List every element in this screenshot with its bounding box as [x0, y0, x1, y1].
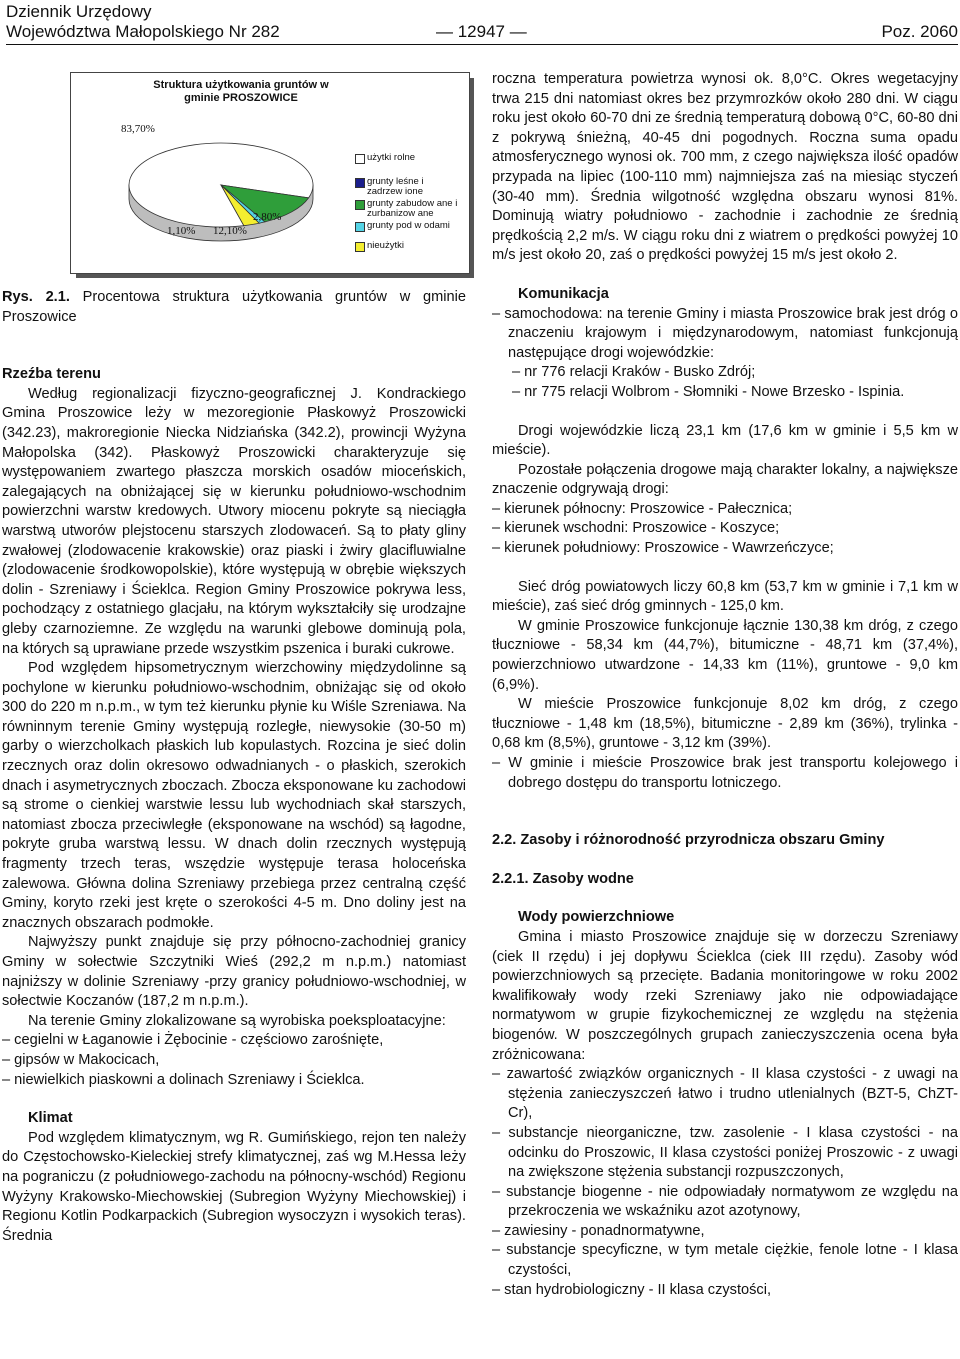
list-item: – kierunek północny: Proszowice - Pałecznica;: [492, 500, 793, 517]
paragraph: Według regionalizacji fizyczno-geograficznej J. Kondrackiego Gmina Proszowice leży w mezoregionie Płaskowyż Proszowicki (342.23), makroregionie Niecka Nidziańska (342.2), prowincji Wyżyna Małopolska (342). Płaskowyż Proszowicki charakteryzuje się występowaniem zwartego płaszcza morskich osadów mioceńskich, zalegających na obniżającej się w kierunku południowo-wschodnim powierzchni warstw kredowych. Utwory miocenu pokryte są nieciągła warstwą utworów plejstocenu starszych zlodowaceń. Są to płaty gliny zwałowej (zlodowacenie krakowskie) oraz piaski i żwiry glacifluwialne (zlodowacenie środkowopolskie), które występują w obrębie większych dolin - Szreniawy i Ścieklca. Region Gminy Proszowice pokrywa less, pochodzący z ostatniego glacjału, na którym wykształciły się urodzajne gleby czarnoziemne. Ze względu na warunki glebowe dominują pola, na których są uprawiane przede wszystkim pszenica i buraki cukrowe.: [2, 385, 466, 657]
paragraph: W mieście Proszowice funkcjonuje 8,02 km dróg, z czego tłuczniowe - 1,48 km (18,5%), bitumiczne - 2,89 km (36%), trylinka - 0,68 km (8,5%), gruntowe - 3,12 km (39%).: [492, 696, 958, 752]
list-item: – substancje specyficzne, w tym metale ciężkie, fenole lotne - I klasa czystości,: [492, 1242, 958, 1279]
caption-text: Procentowa struktura użytkowania gruntów w gminie Proszowice: [2, 289, 466, 325]
position-number: Poz. 2060: [881, 22, 958, 41]
paragraph: W gminie Proszowice funkcjonuje łącznie 130,38 km dróg, z czego tłuczniowe - 58,34 km (44,7%), bitumiczne - 48,71 km (37,4%), powierzchniowo utwardzone - 14,33 km (11%), gruntowe - 9,0 km (6,9%).: [492, 617, 958, 693]
paragraph: Drogi wojewódzkie liczą 23,1 km (17,6 km w gminie i 5,5 km w mieście).: [492, 422, 958, 459]
legend-swatch: [355, 200, 365, 210]
figure-caption: [2, 288, 466, 327]
list-item: – samochodowa: na terenie Gminy i miasta Proszowice brak jest dróg o znaczeniu krajowym i międzynarodowym, natomiast funkcjonują następujące drogi wojewódzkie:: [492, 305, 958, 361]
pie-chart-figure: [70, 72, 470, 274]
paragraph: Pozostałe połączenia drogowe mają charakter lokalny, a największe znaczenie odgrywają drogi:: [492, 461, 958, 498]
list-item: – zawartość związków organicznych - II klasa czystości - z uwagi na stężenia zanieczyszczeń łatwo i trudno utlenialnych (BZT-5, ChZT-Cr),: [492, 1066, 958, 1122]
list-item: – gipsów w Makocicach,: [2, 1051, 160, 1068]
chart-title: Struktura użytkowania gruntów w gminie PROSZOWICE: [153, 79, 329, 104]
legend-swatch: [355, 178, 365, 188]
paragraph: Na terenie Gminy zlokalizowane są wyrobiska poeksploatacyjne:: [28, 1012, 446, 1029]
chart-legend: [355, 153, 459, 253]
heading-rzezba: Rzeźba terenu: [2, 366, 101, 383]
list-item: – zawiesiny - ponadnormatywne,: [492, 1222, 705, 1239]
right-column: [492, 70, 958, 1300]
label-wody: 1,10%: [167, 225, 196, 237]
paragraph: Pod względem klimatycznym, wg R. Gumińskiego, rejon ten należy do Częstochowsko-Kieleckiej strefy klimatycznej, zaś wg M.Hessa leży na pograniczu (z południowego-zachodu na północny-wschód) Regionu Wyżyny Krakowsko-Miechowskiej (Subregion Wyżyny Miechowskiej) i Regionu Kotlin Podkarpackich (Subregion wysoczyzn i wysokich teras). Średnia: [2, 1129, 466, 1244]
legend-item: grunty pod w odami: [355, 221, 459, 231]
legend-swatch: [355, 154, 365, 164]
paragraph: Gmina i miasto Proszowice znajduje się w dorzeczu Szreniawy (ciek II rzędu) i jej dopływu Ścieklca (ciek III rzędu). Zasoby wód powierzchniowych są przecięte. Badania monitoringowe w roku 2002 kwalifikowały wody rzeki Szreniawy jako nie odpowiadające normatywom w grupie fizykochemicznej ze względu na stężenia biogenów. W poszczególnych grupach zanieczyszczenia ocena była zróżnicowana:: [492, 928, 958, 1063]
caption-label: Rys. 2.1.: [2, 289, 70, 305]
heading-wody: Wody powierzchniowe: [518, 909, 675, 926]
list-item: – niewielkich piaskowni a dolinach Szreniawy i Ścieklca.: [2, 1071, 365, 1088]
label-zabudowane: 12,10%: [213, 225, 247, 237]
list-item: – cegielni w Łaganowie i Żębocinie - częściowo zarośnięte,: [2, 1032, 384, 1049]
label-rolne: 83,70%: [121, 123, 155, 135]
paragraph: Sieć dróg powiatowych liczy 60,8 km (53,7 km w gminie i 7,1 km w mieście), zaś sieć dróg gminnych - 125,0 km.: [492, 578, 958, 615]
legend-swatch: [355, 222, 365, 232]
list-item: – nr 776 relacji Kraków - Busko Zdrój;: [512, 364, 756, 381]
page-header: [6, 0, 958, 44]
journal-title: Dziennik Urzędowy: [6, 2, 152, 21]
heading-komunikacja: Komunikacja: [518, 285, 609, 302]
heading-klimat: Klimat: [28, 1110, 73, 1127]
list-item: – kierunek wschodni: Proszowice - Koszyce;: [492, 520, 780, 537]
heading-zasoby: 2.2. Zasoby i różnorodność przyrodnicza obszaru Gminy: [492, 832, 885, 849]
legend-item: nieużytki: [355, 241, 459, 251]
list-item: – kierunek południowy: Proszowice - Wawrzeńczyce;: [492, 540, 834, 557]
legend-item: użytki rolne: [355, 153, 459, 163]
legend-item: grunty leśne i zadrzew ione: [355, 177, 459, 197]
paragraph: Pod względem hipsometrycznym wierzchowiny międzydolinne są pochylone w kierunku południowo-wschodnim, obniżając się od około 300 do 220 m n.p.m., w tym też kierunku płynie ku Wiśle Szreniawa. Na równinnym terenie Gminy występują rozległe, niewysokie (30-50 m) garby o wierzcholkach płaskich lub kopulastych. Rozcina je sieć dolin rzecznych oraz dolin okresowo odwadnianych - o płaskich, szerokich dnach i asymetrycznych zboczach. Zbocza eksponowane ku zachodowi są strome o cienkiej warstwie lessu lub wychodniach skał starszych, natomiast zbocza przeciwległe (eksponowane na wschód) są łagodne, pokryte gruba warstwą lessu. W dnach dolin rzecznych występują fragmenty trzech teras, wszędzie występuje terasa holoceńska zalewowa. Główna dolina Szreniawy przebiega przez centralną część Gminy, koryto rzeki jest kręte o szerokości 4-5 m. Dno doliny jest na znacznych obszarach podmokłe.: [2, 660, 466, 931]
paragraph: roczna temperatura powietrza wynosi ok. 8,0°C. Okres wegetacyjny trwa 215 dni natomiast okres bez przymrozków około 280 dni. W ciągu roku jest około 60-70 dni ze średnią temperaturą dobową 0°C, 60-80 dni z pokrywą śnieżną, 40-45 dni pogodnych. Roczna suma opadu atmosferycznego wynosi ok. 700 mm, z czego największa ilość opadów przypada na lipiec (100-110 mm) najmniejsza zaś na miesiąc styczeń (30-40 mm). Średnia wilgotność względna obszaru wynosi 81%. Dominują wiatry południowo - zachodnie i zachodnie ze średnią prędkością 2,2 m/s. W ciągu roku dni z wiatrem o prędkości powyżej 10 m/s jest około 20, zaś o prędkości powyżej 15 m/s jest około 2.: [492, 71, 958, 264]
list-item: – W gminie i mieście Proszowice brak jest transportu kolejowego i dobrego dostępu do transportu lotniczego.: [492, 755, 958, 791]
list-item: – nr 775 relacji Wolbrom - Słomniki - Nowe Brzesko - Ispinia.: [512, 383, 905, 400]
list-item: – stan hydrobiologiczny - II klasa czystości,: [492, 1281, 772, 1298]
page-number: — 12947 —: [436, 22, 527, 41]
list-item: – substancje nieorganiczne, tzw. zasolenie - I klasa czystości - na odcinku do Proszowic, II klasa czystości poniżej Proszowic - z uwagi na zwiększone stężenia substancji rozpuszczonych,: [492, 1124, 958, 1181]
heading-zasoby-wodne: 2.2.1. Zasoby wodne: [492, 870, 634, 887]
header-divider: [6, 44, 958, 45]
label-nieuzytki: 2,80%: [253, 211, 282, 223]
legend-swatch: [355, 242, 365, 252]
list-item: – substancje biogenne - nie odpowiadały normatywom ze względu na przekroczenia we wskaźniku azot azotynowy,: [492, 1183, 958, 1220]
journal-subtitle: Województwa Małopolskiego Nr 282: [6, 22, 280, 41]
left-column: [2, 288, 466, 1246]
legend-item: grunty zabudow ane i zurbanizow ane: [355, 199, 459, 219]
paragraph: Najwyższy punkt znajduje się przy północno-zachodniej granicy Gminy w sołectwie Szczytniki Wieś (292,2 m n.p.m.) natomiast najniższy w dolinie Szreniawy -przy granicy południowo-wschodniej, w sołectwie Koczanów (187,2 m n.p.m.).: [2, 934, 466, 1010]
